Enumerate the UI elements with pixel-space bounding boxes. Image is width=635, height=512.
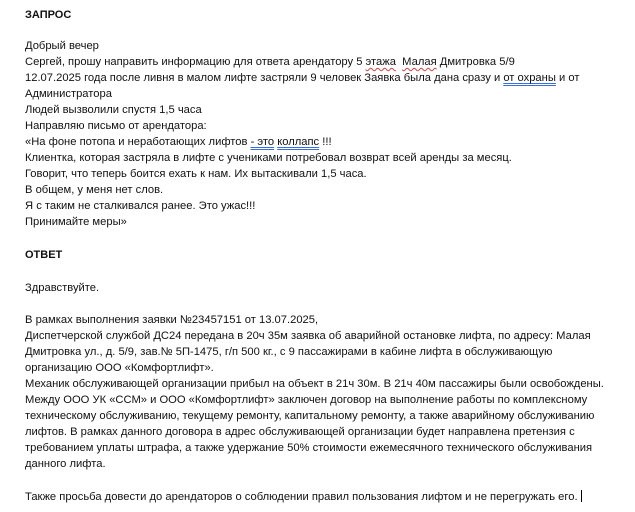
answer-heading: ОТВЕТ <box>25 249 63 261</box>
text-cursor <box>581 490 582 502</box>
request-line-3: Администратора <box>25 88 112 100</box>
request-line-9: В общем, у меня нет слов. <box>25 184 164 196</box>
answer-line-6: Между ООО УК «ССМ» и ООО «Комфортлифт» заключен договор на выполнение работы по комплексному <box>25 394 588 406</box>
answer-line-2: Диспетчерской службой ДС24 передана в 20ч 35м заявка об аварийной остановке лифта, по адресу: Малая <box>25 330 591 342</box>
answer-line-1: В рамках выполнения заявки №23457151 от 13.07.2025, <box>25 314 319 326</box>
request-line-11: Принимайте меры» <box>25 216 127 228</box>
answer-line-4: организацию ООО «Комфортлифт». <box>25 362 214 374</box>
answer-line-10: данного лифта. <box>25 458 106 470</box>
request-greeting: Добрый вечер <box>25 40 99 52</box>
spellcheck-floor: этажа <box>365 56 396 68</box>
grammar-collapse: коллапс <box>277 136 320 148</box>
answer-line-7: техническому обслуживанию, текущему ремонту, капитальному ремонту, а также аварийному обслуживанию <box>25 410 595 422</box>
request-line-2: 12.07.2025 года после ливня в малом лифте застряли 9 человек Заявка была дана сразу и от охраны и от <box>25 72 580 84</box>
request-line-1: Сергей, прошу направить информацию для ответа арендатору 5 этажа Малая Дмитровка 5/9 <box>25 56 515 68</box>
request-heading: ЗАПРОС <box>25 9 72 21</box>
answer-line-5: Механик обслуживающей организации прибыл на объект в 21ч 30м. В 21ч 40м пассажиры были освобождены. <box>25 378 604 390</box>
answer-line-8: лифтов. В рамках данного договора в адрес обслуживающей организации будет направлена претензия с <box>25 426 575 438</box>
grammar-security: от охраны <box>503 72 556 84</box>
request-line-8: Говорит, что теперь боится ехать к нам. Их вытаскивали 1,5 часа. <box>25 168 367 180</box>
answer-line-9: требованием уплаты штрафа, а также удержание 50% стоимости ежемесячного технического обслуживания <box>25 442 593 454</box>
request-line-4: Людей вызволили спустя 1,5 часа <box>25 104 202 116</box>
request-line-5: Направляю письмо от арендатора: <box>25 120 207 132</box>
answer-line-11: Также просьба довести до арендаторов о соблюдении правил пользования лифтом и не перегружать его. <box>25 490 582 504</box>
answer-line-3: Дмитровка ул., д. 5/9, зав.№ 5П-1475, г/п 500 кг., с 9 пассажирами в кабине лифта в обслуживающую <box>25 346 553 358</box>
spellcheck-malaya: Малая <box>402 56 437 68</box>
request-line-10: Я с таким не сталкивался ранее. Это ужас!!! <box>25 200 256 212</box>
answer-hello: Здравствуйте. <box>25 282 100 294</box>
request-line-7: Клиентка, которая застряла в лифте с учениками потребовал возврат всей аренды за месяц. <box>25 152 512 164</box>
grammar-dash: - это <box>250 136 275 148</box>
request-line-6: «На фоне потопа и неработающих лифтов - это коллапс !!! <box>25 136 332 148</box>
